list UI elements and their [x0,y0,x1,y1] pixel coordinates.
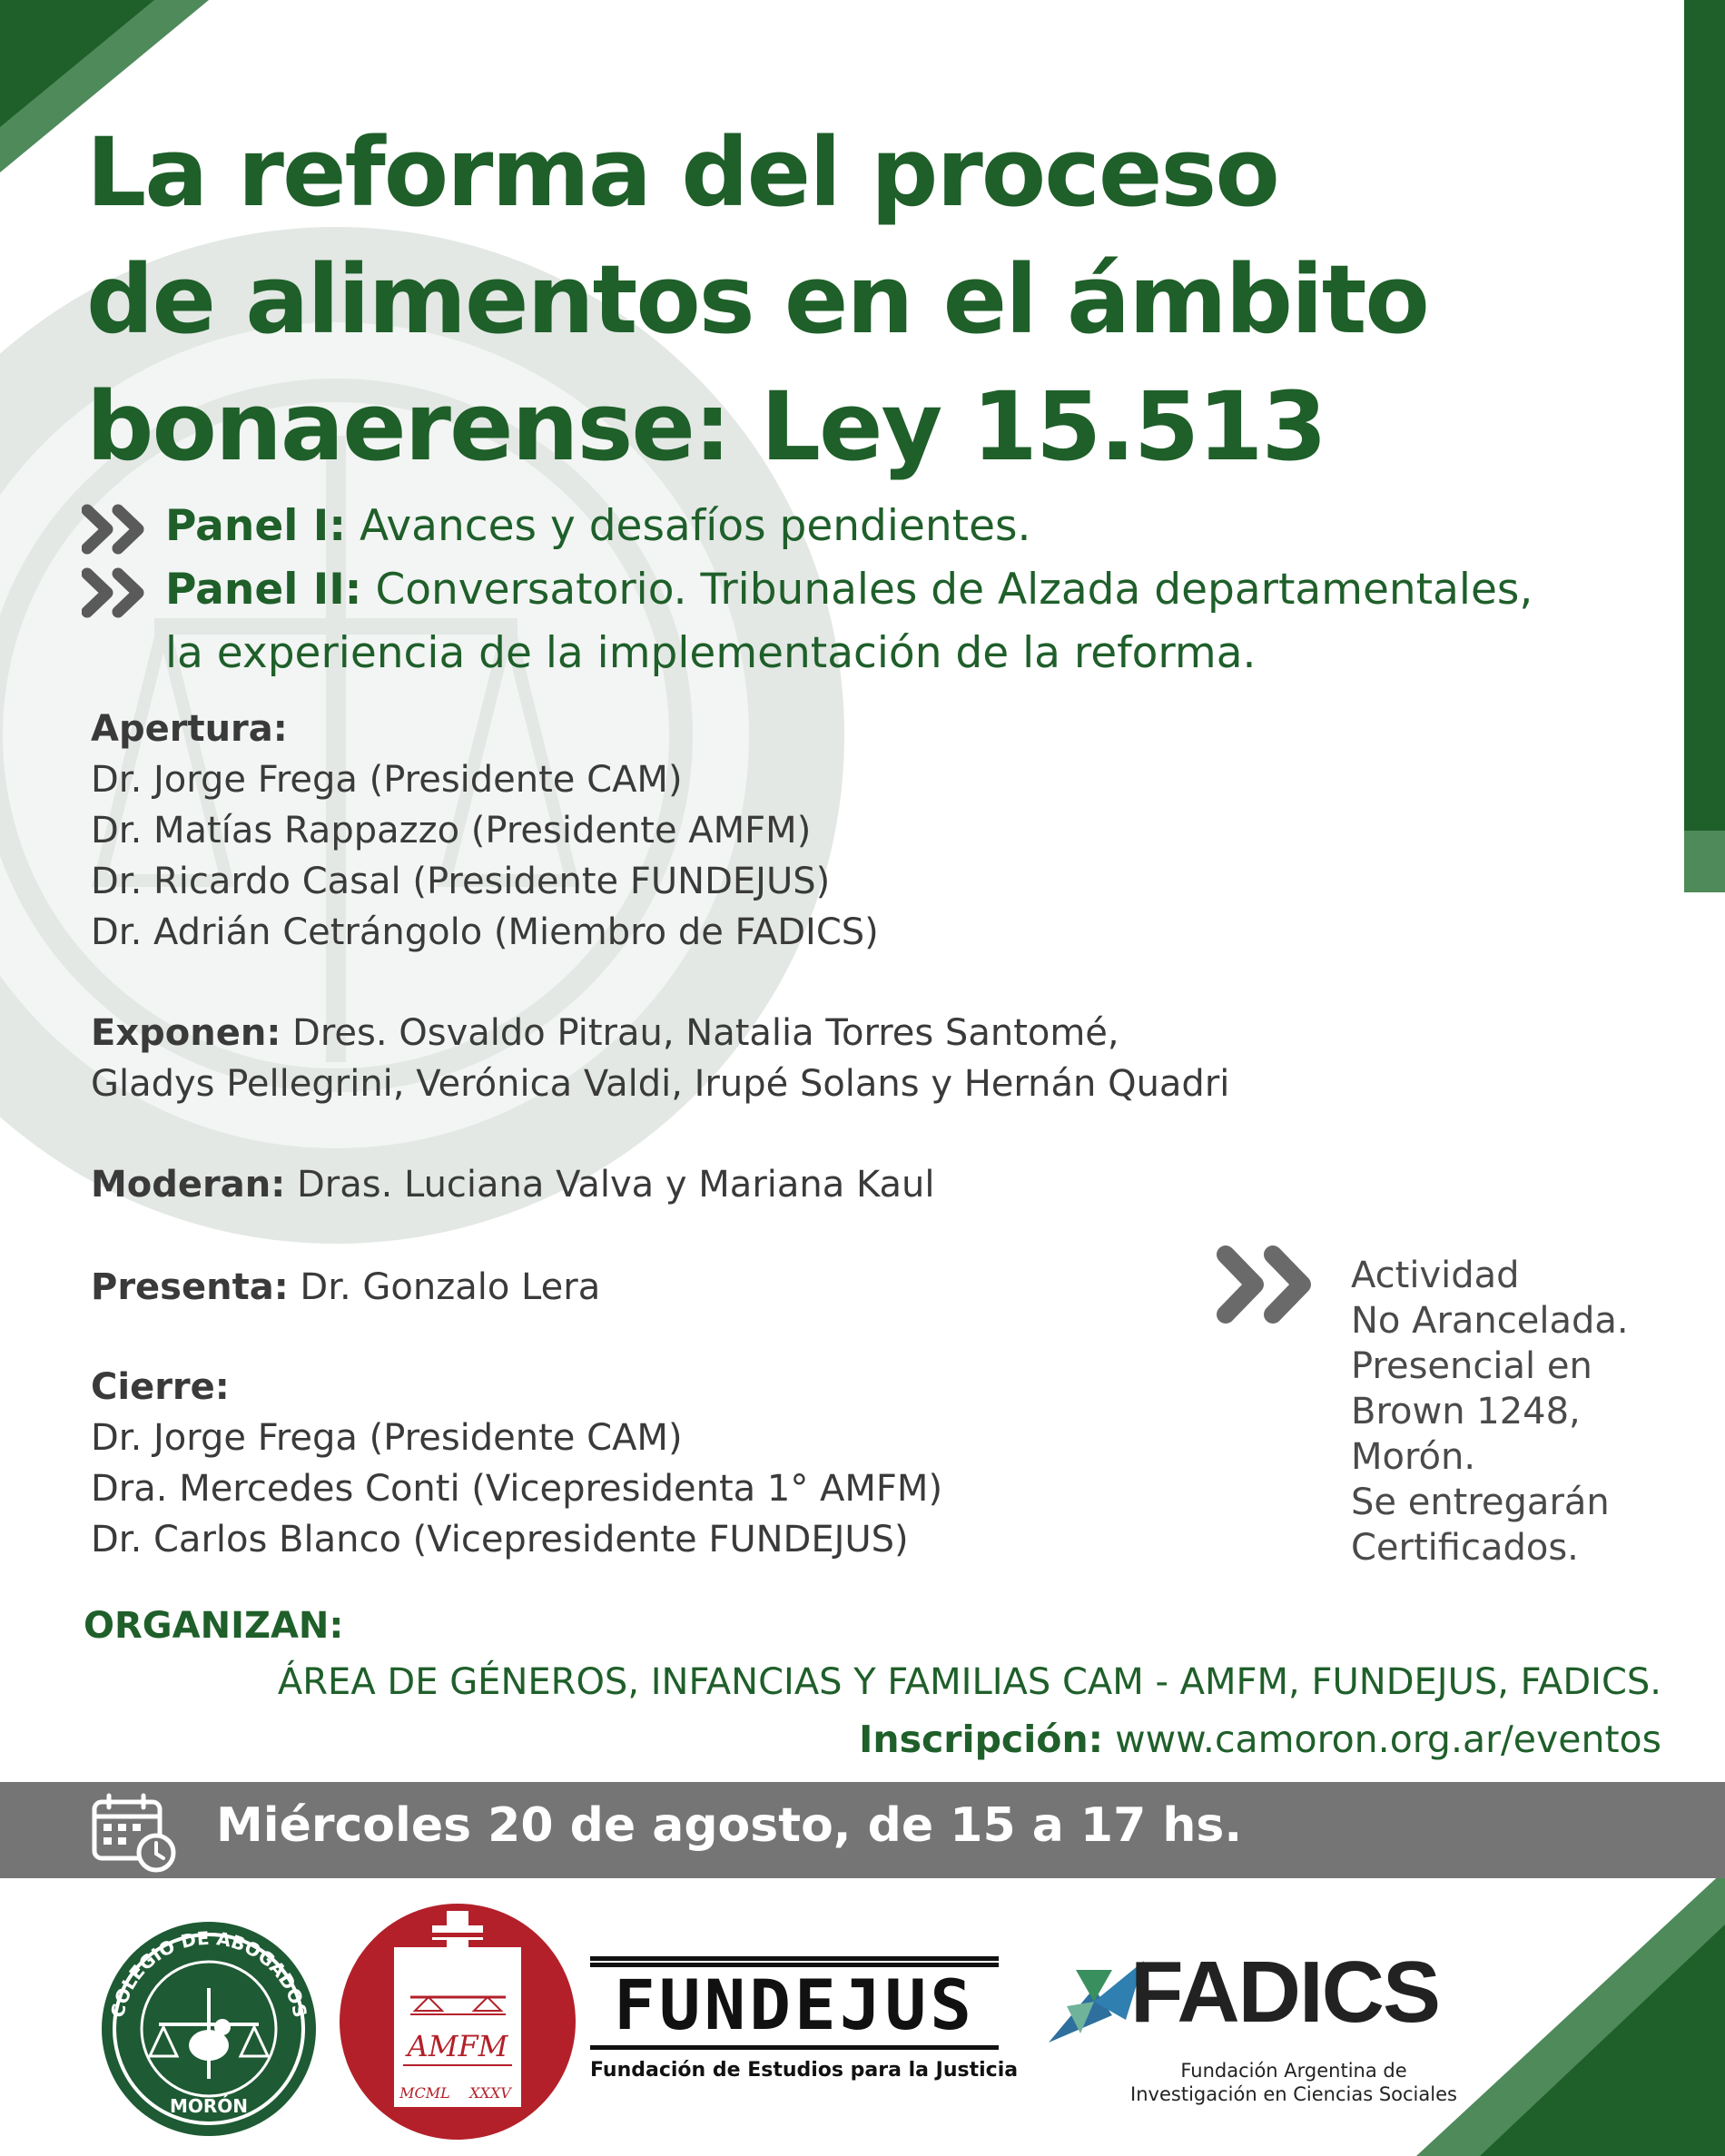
presenta-text: Dr. Gonzalo Lera [300,1266,601,1308]
calendar-clock-icon [91,1793,178,1875]
double-chevron-icon [82,503,154,556]
exponen-section [91,1008,1229,1109]
apertura-section [91,704,879,958]
moderan-section [91,1159,934,1210]
fundejus-logo [590,1956,1019,2082]
presenta-section [91,1262,600,1313]
activity-line: Brown 1248, [1351,1391,1581,1432]
apertura-label: Apertura: [91,708,288,750]
apertura-item: Dr. Jorge Frega (Presidente CAM) [91,759,683,801]
cierre-item: Dra. Mercedes Conti (Vicepresidenta 1° AMFM) [91,1468,943,1510]
apertura-item: Dr. Matías Rappazzo (Presidente AMFM) [91,810,812,852]
cierre-section [91,1362,942,1565]
activity-line: No Arancelada. [1351,1300,1629,1342]
panel-1 [82,495,1625,558]
cierre-label: Cierre: [91,1366,230,1408]
inscripcion-label: Inscripción: [859,1718,1104,1761]
panel-2-text: Conversatorio. Tribunales de Alzada departamentales, [375,565,1533,615]
activity-line: Actividad [1351,1255,1520,1296]
panel-2-label: Panel II: [165,565,362,615]
double-chevron-icon [82,566,154,619]
organizan-list: ÁREA DE GÉNEROS, INFANCIAS Y FAMILIAS CAM - AMFM, FUNDEJUS, FADICS. [277,1661,1661,1703]
cam-logo-top-text: COLEGIO DE ABOGADOS [106,1926,311,2020]
activity-line: Certificados. [1351,1527,1579,1569]
amfm-logo-left: MCML [399,2084,450,2102]
exponen-label: Exponen: [91,1012,281,1054]
right-accent-bar [1684,0,1725,831]
event-title [86,109,1584,490]
cam-logo [86,1920,331,2138]
inscripcion-url[interactable]: www.camoron.org.ar/eventos [1115,1718,1661,1761]
apertura-item: Dr. Ricardo Casal (Presidente FUNDEJUS) [91,861,831,902]
panel-2 [82,558,1625,622]
panel-2-text-line-2: la experiencia de la implementación de la reforma. [165,628,1257,678]
amfm-logo-right: XXXV [469,2084,511,2102]
activity-line: Presencial en [1351,1345,1592,1387]
moderan-text: Dras. Luciana Valva y Mariana Kaul [296,1164,935,1206]
double-chevron-icon-large [1217,1244,1324,1325]
panel-1-text: Avances y desafíos pendientes. [359,501,1031,551]
organizan-label: ORGANIZAN: [84,1605,344,1647]
event-date: Miércoles 20 de agosto, de 15 a 17 hs. [216,1798,1243,1853]
cam-logo-bottom-text: MORÓN [169,2095,249,2117]
exponen-line-1: Dres. Osvaldo Pitrau, Natalia Torres Santomé, [292,1012,1119,1054]
fadics-logo-name: FADICS [1130,1944,1440,2041]
amfm-logo-name: AMFM [407,2029,508,2063]
activity-line: Se entregarán [1351,1482,1610,1523]
inscripcion [859,1718,1661,1761]
activity-line: Morón. [1351,1436,1476,1478]
presenta-label: Presenta: [91,1266,289,1308]
title-line-2: de alimentos en el ámbito [86,244,1428,355]
amfm-logo [338,1893,578,2142]
right-accent-bar-tip [1684,831,1725,892]
title-line-1: La reforma del proceso [86,117,1278,228]
title-line-3: bonaerense: Ley 15.513 [86,371,1326,482]
fadics-logo-sub-1: Fundación Argentina de [1180,2060,1407,2082]
exponen-line-2: Gladys Pellegrini, Verónica Valdi, Irupé Solans y Hernán Quadri [91,1063,1230,1105]
moderan-label: Moderan: [91,1164,286,1206]
activity-info [1351,1253,1678,1570]
fundejus-logo-sub: Fundación de Estudios para la Justicia [590,2059,1019,2082]
cierre-item: Dr. Jorge Frega (Presidente CAM) [91,1417,683,1459]
panel-1-label: Panel I: [165,501,346,551]
fadics-logo-sub [1126,2059,1462,2106]
fundejus-logo-name: FUNDEJUS [613,1964,976,2045]
fadics-logo-sub-2: Investigación en Ciencias Sociales [1130,2083,1457,2105]
apertura-item: Dr. Adrián Cetrángolo (Miembro de FADICS) [91,911,879,953]
cierre-item: Dr. Carlos Blanco (Vicepresidente FUNDEJUS) [91,1519,909,1560]
